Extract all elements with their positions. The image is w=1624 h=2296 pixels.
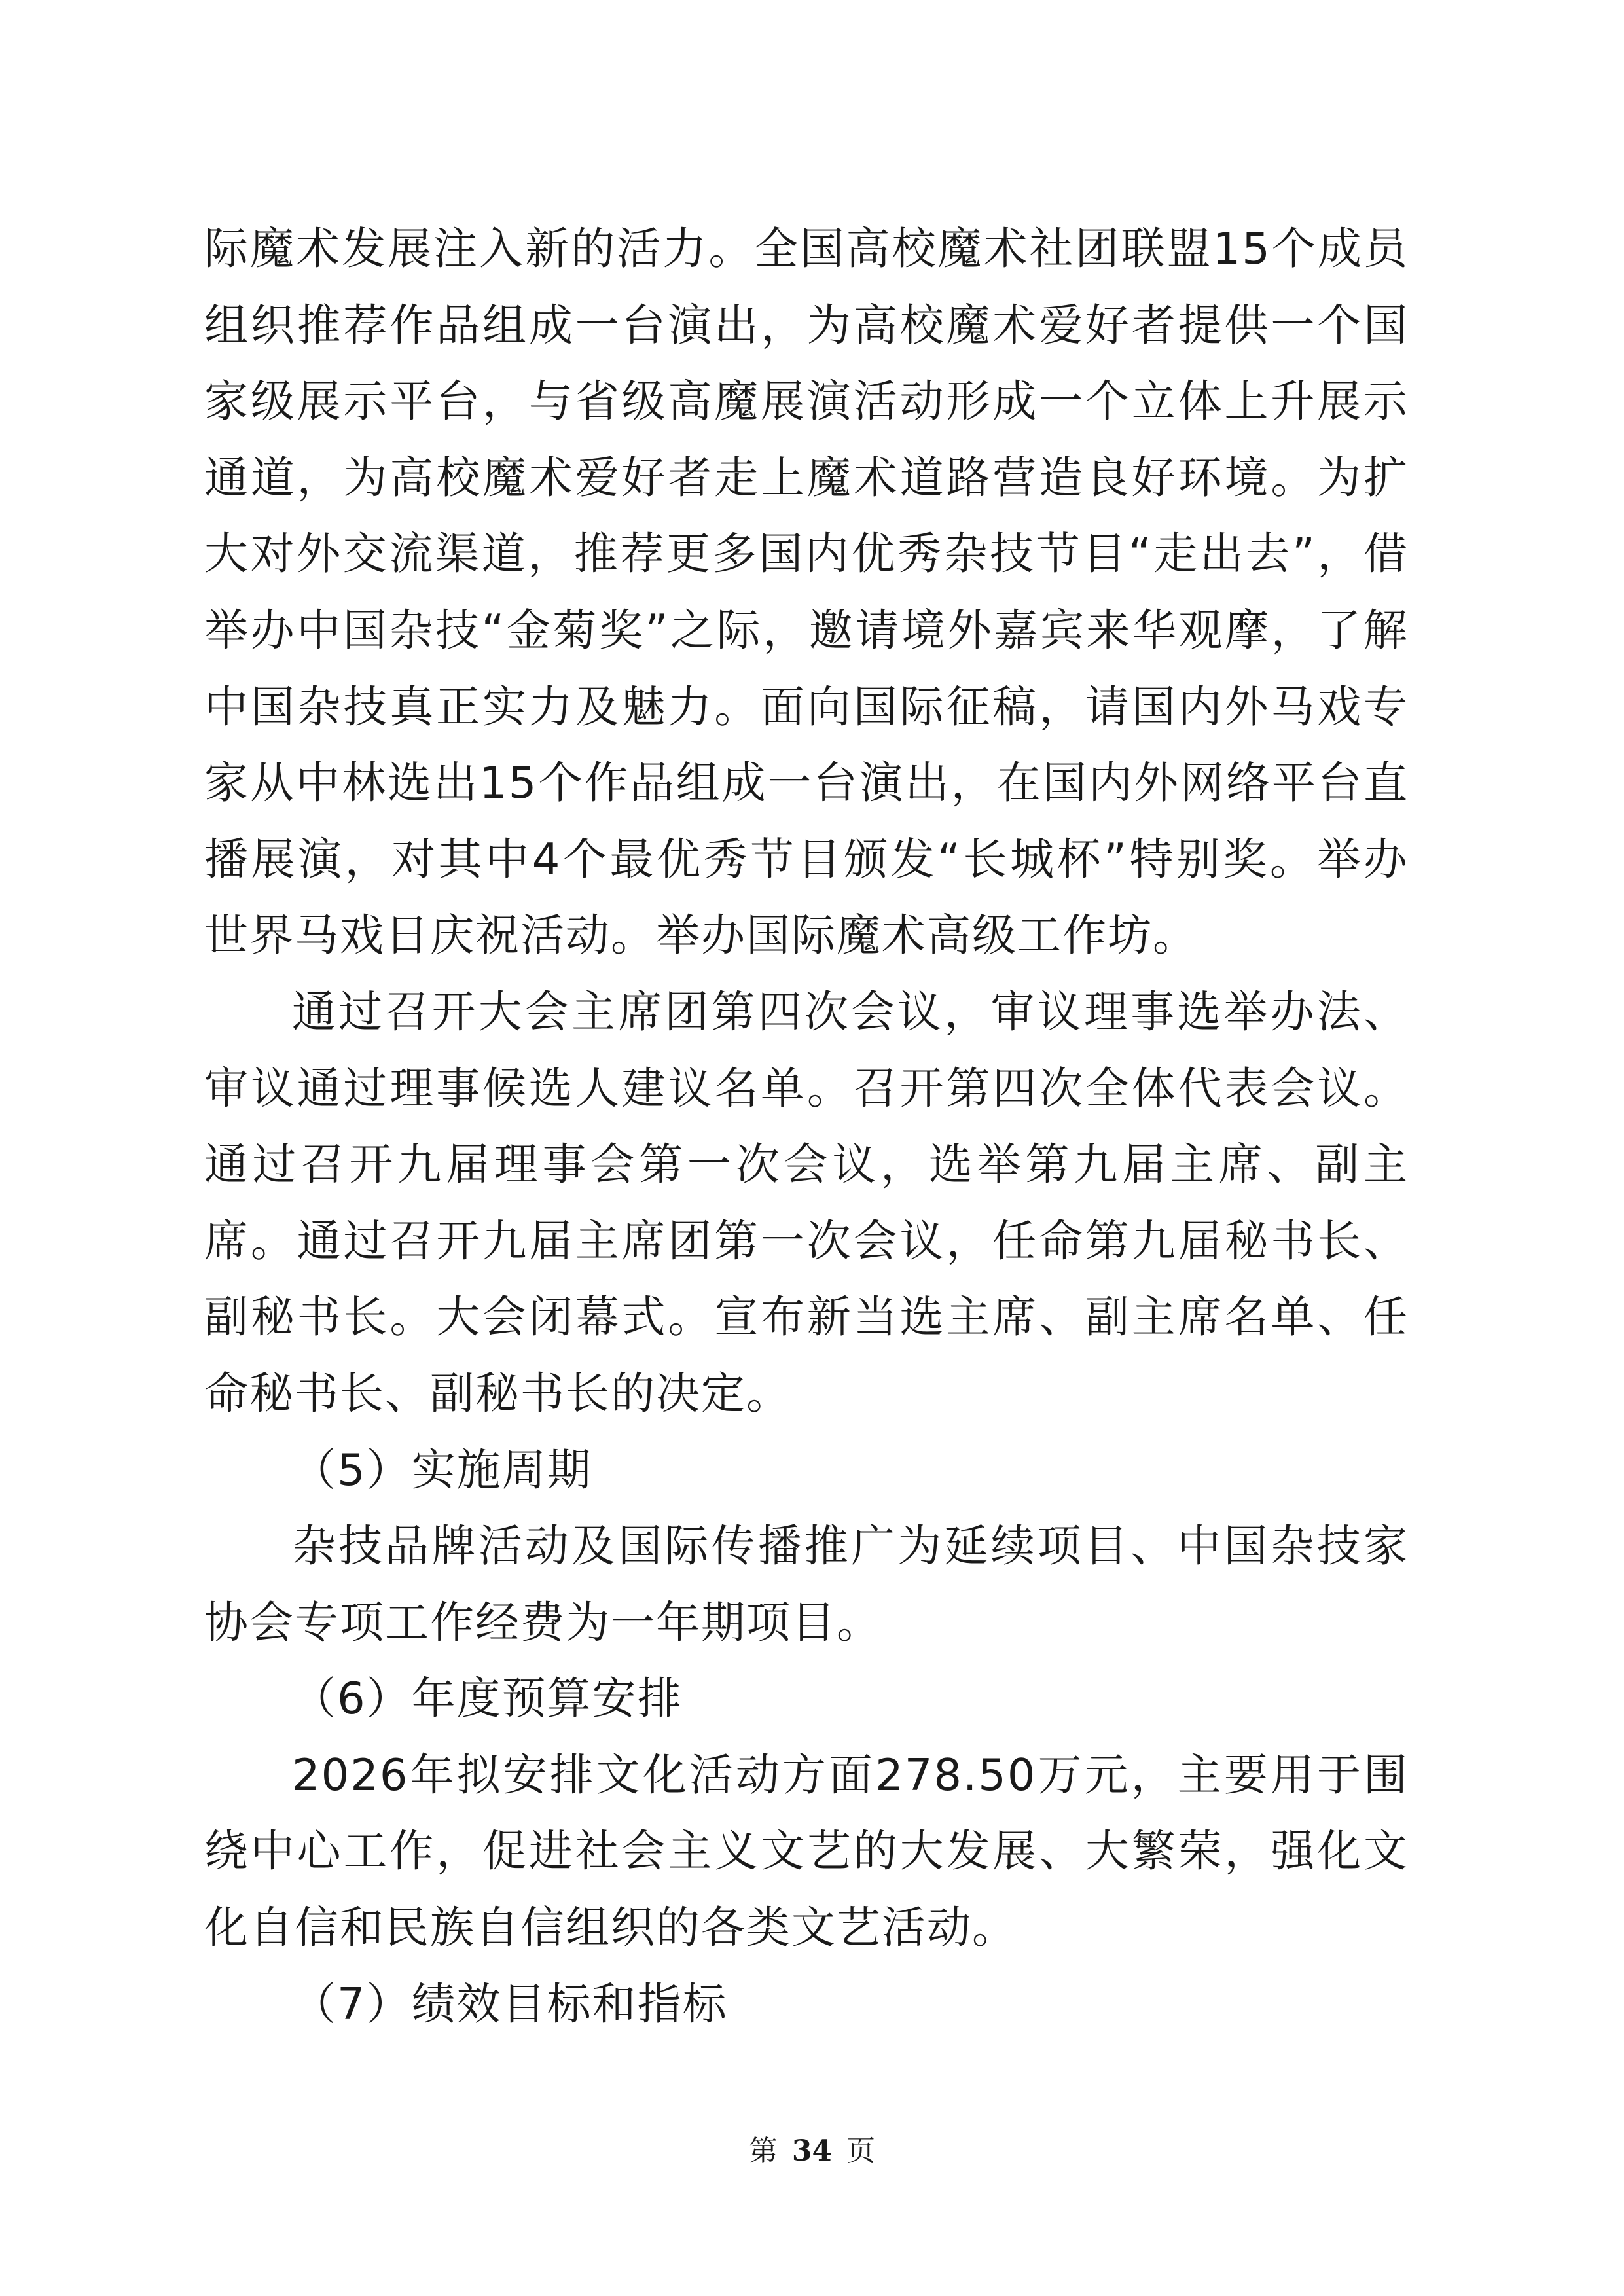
page-number-prefix: 第 (748, 2134, 778, 2168)
paragraph-magic-and-international-exchange: 际魔术发展注入新的活力。全国高校魔术社团联盟15个成员组织推荐作品组成一台演出，为高校魔术爱好者提供一个国家级展示平台，与省级高魔展演活动形成一个立体上升展示通道，为高校魔术爱好者走上魔术道路营造良好环境。为扩大对外交流渠道，推荐更多国内优秀杂技节目“走出去”，借举办中国杂技“金菊奖”之际，邀请境外嘉宾来华观摩，了解中国杂技真正实力及魅力。面向国际征稿，请国内外马戏专家从中林选出15个作品组成一台演出，在国内外网络平台直播展演，对其中4个最优秀节目颁发“长城杯”特别奖。举办世界马戏日庆祝活动。举办国际魔术高级工作坊。 (204, 223, 1409, 961)
body-text (204, 211, 1409, 2042)
paragraph-implementation-period: 杂技品牌活动及国际传播推广为延续项目、中国杂技家协会专项工作经费为一年期项目。 (204, 1520, 1409, 1648)
paragraph-congress-meetings: 通过召开大会主席团第四次会议，审议理事选举办法、审议通过理事候选人建议名单。召开第四次全体代表会议。通过召开九届理事会第一次会议，选举第九届主席、副主席。通过召开九届主席团第一次会议，任命第九届秘书长、副秘书长。大会闭幕式。宣布新当选主席、副主席名单、任命秘书长、副秘书长的决定。 (204, 986, 1409, 1419)
paragraph-annual-budget: 2026年拟安排文化活动方面278.50万元，主要用于围绕中心工作，促进社会主义文艺的大发展、大繁荣，强化文化自信和民族自信组织的各类文艺活动。 (204, 1749, 1409, 1954)
heading-performance-goals: （7）绩效目标和指标 (292, 1978, 728, 2030)
page-footer (0, 2127, 1624, 2169)
heading-implementation-period: （5）实施周期 (292, 1444, 592, 1496)
page-number: 34 (791, 2134, 833, 2168)
page-number-suffix: 页 (846, 2134, 876, 2168)
heading-annual-budget: （6）年度预算安排 (292, 1673, 683, 1725)
